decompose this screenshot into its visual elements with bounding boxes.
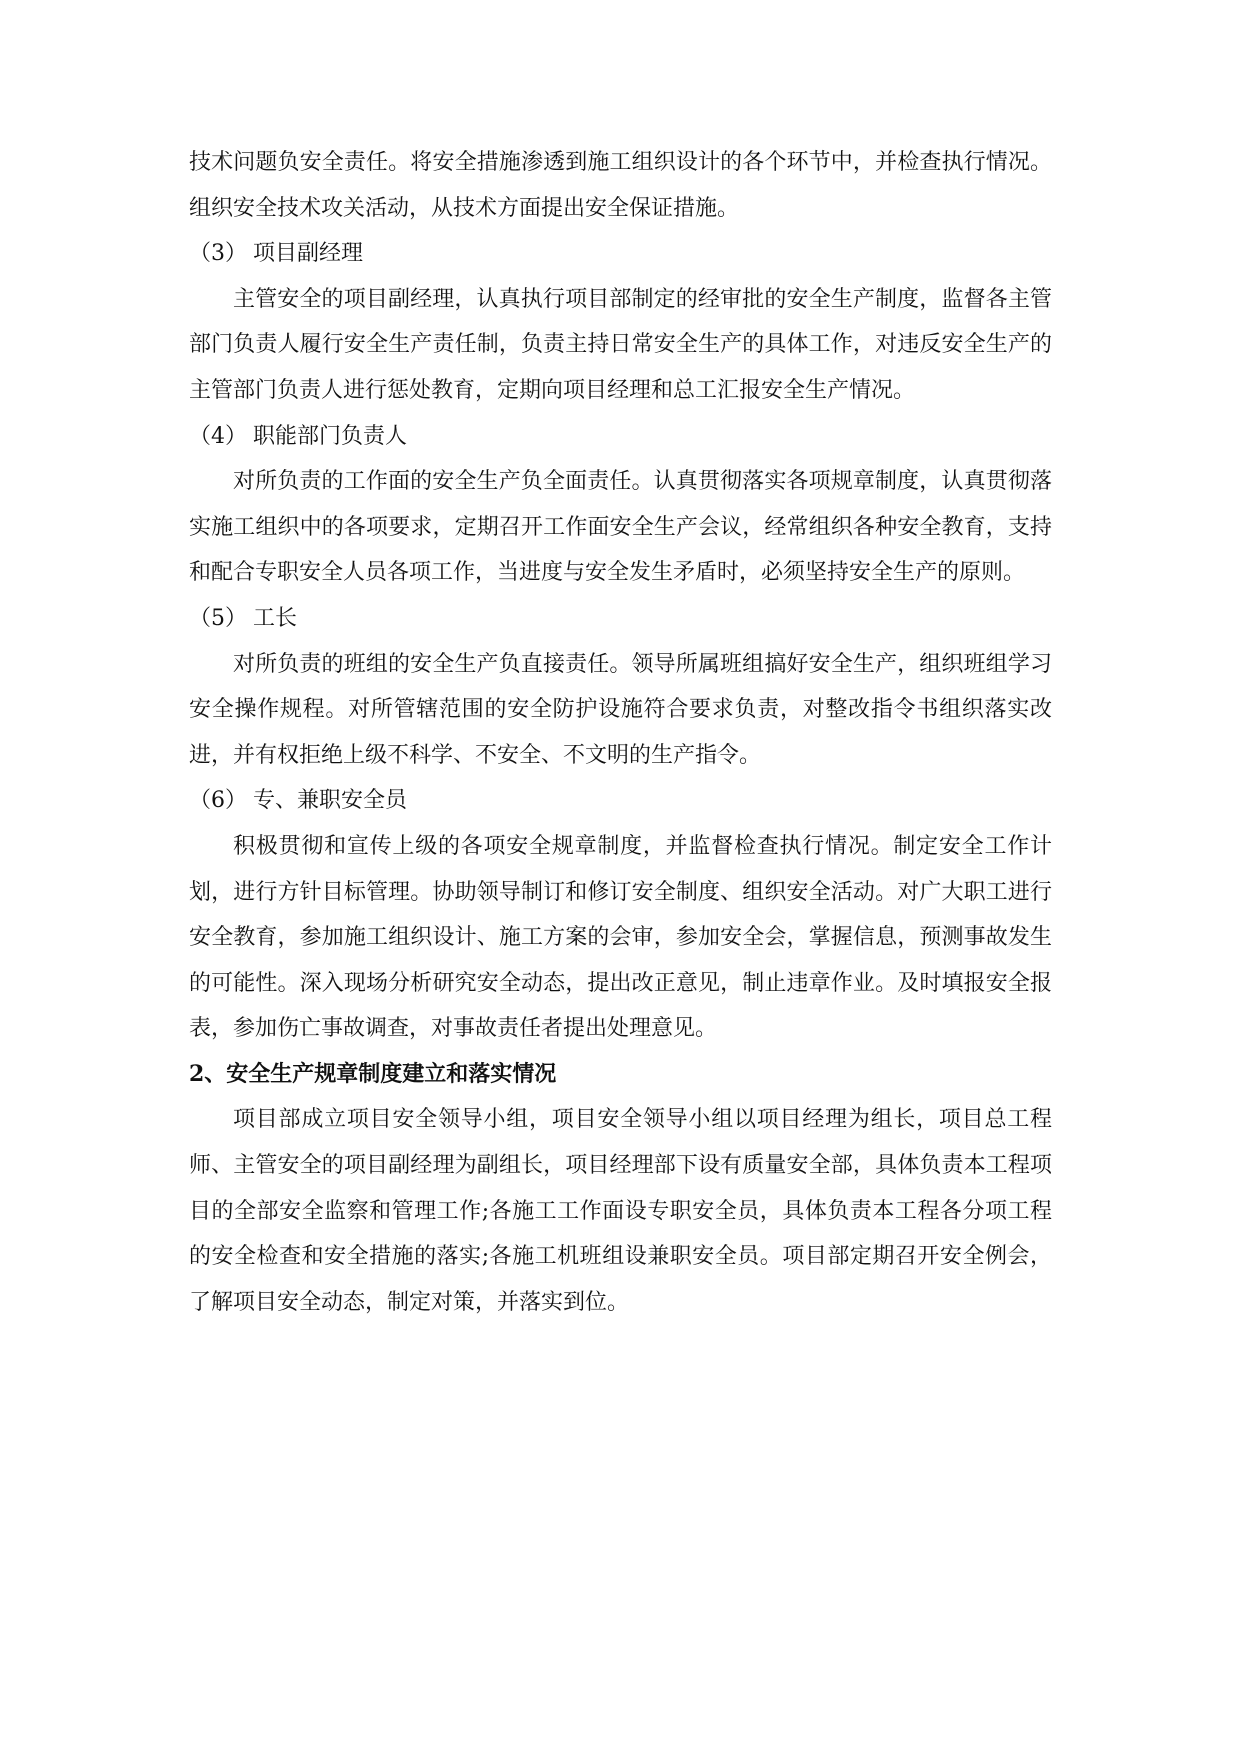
paragraph-continued: 技术问题负安全责任。将安全措施渗透到施工组织设计的各个环节中，并检查执行情况。组织安全技术攻关活动，从技术方面提出安全保证措施。 <box>189 150 1052 221</box>
subheading-title: 项目副经理 <box>253 241 364 267</box>
subheading-title: 工长 <box>253 605 298 631</box>
paragraph-deputy-manager: 主管安全的项目副经理，认真执行项目部制定的经审批的安全生产制度，监督各主管部门负责人履行安全生产责任制，负责主持日常安全生产的具体工作，对违反安全生产的主管部门负责人进行惩处教育，定期向项目经理和总工汇报安全生产情况。 <box>189 286 1052 403</box>
paragraph-safety-officer: 积极贯彻和宣传上级的各项安全规章制度，并监督检查执行情况。制定安全工作计划，进行方针目标管理。协助领导制订和修订安全制度、组织安全活动。对广大职工进行安全教育，参加施工组织设计、施工方案的会审，参加安全会，掌握信息，预测事故发生的可能性。深入现场分析研究安全动态，提出改正意见，制止违章作业。及时填报安全报表，参加伤亡事故调查，对事故责任者提出处理意见。 <box>189 833 1052 1042</box>
paragraph-foreman: 对所负责的班组的安全生产负直接责任。领导所属班组搞好安全生产，组织班组学习安全操作规程。对所管辖范围的安全防护设施符合要求负责，对整改指令书组织落实改进，并有权拒绝上级不科学、不安全、不文明的生产指令。 <box>189 651 1052 768</box>
paragraph-safety-rules: 项目部成立项目安全领导小组，项目安全领导小组以项目经理为组长，项目总工程师、主管安全的项目副经理为副组长，项目经理部下设有质量安全部，具体负责本工程项目的全部安全监察和管理工作;各施工工作面设专职安全员，具体负责本工程各分项工程的安全检查和安全措施的落实;各施工机班组设兼职安全员。项目部定期召开安全例会，了解项目安全动态，制定对策，并落实到位。 <box>189 1107 1052 1315</box>
subheading-deputy-manager <box>189 231 1052 277</box>
subheading-safety-officer <box>189 778 1052 824</box>
subheading-number: （4） <box>189 423 247 449</box>
document-body <box>189 140 1052 1325</box>
subheading-number: （3） <box>189 241 247 267</box>
paragraph-department-head: 对所负责的工作面的安全生产负全面责任。认真贯彻落实各项规章制度，认真贯彻落实施工组织中的各项要求，定期召开工作面安全生产会议，经常组织各种安全教育，支持和配合专职安全人员各项工作，当进度与安全发生矛盾时，必须坚持安全生产的原则。 <box>189 469 1052 586</box>
subheading-number: （5） <box>189 605 247 631</box>
subheading-title: 职能部门负责人 <box>253 423 408 449</box>
subheading-department-head <box>189 414 1052 460</box>
subheading-number: （6） <box>189 788 247 814</box>
section-heading: 2、安全生产规章制度建立和落实情况 <box>189 1060 557 1087</box>
subheading-title: 专、兼职安全员 <box>253 788 408 814</box>
subheading-foreman <box>189 596 1052 642</box>
